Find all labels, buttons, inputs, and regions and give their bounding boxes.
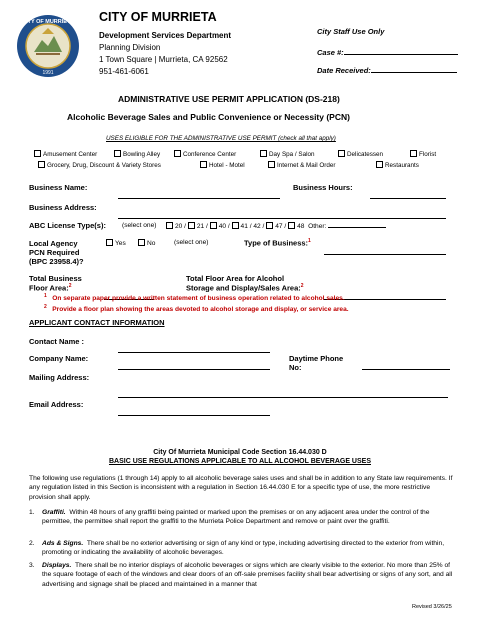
abc-license-label: ABC License Type(s): bbox=[29, 221, 106, 230]
note-1: $^1$ On separate paper provide a written statement of business operation related to alcohol sales. bbox=[44, 293, 345, 303]
svg-text:1991: 1991 bbox=[42, 70, 54, 76]
total-business-label: Total Business bbox=[29, 274, 82, 283]
contact-name-label: Contact Name : bbox=[29, 337, 85, 346]
business-name-label: Business Name: bbox=[29, 183, 88, 192]
revised-date: Revised 3/26/25 bbox=[412, 604, 452, 610]
daytime-phone-label: Daytime Phone bbox=[289, 354, 344, 363]
mailing-address-label: Mailing Address: bbox=[29, 373, 90, 382]
email-address-label: Email Address: bbox=[29, 400, 84, 409]
uses-eligible-header: USES ELIGIBLE FOR THE ADMINISTRATIVE USE PERMIT (check all that apply) bbox=[106, 135, 336, 142]
bpc-label: (BPC 23958.4)? bbox=[29, 257, 84, 266]
city-name: CITY OF MURRIETA bbox=[99, 10, 217, 24]
use-checkbox-bowling-alley[interactable]: Bowling Alley bbox=[114, 150, 160, 158]
company-name-label: Company Name: bbox=[29, 354, 89, 363]
email-address-field[interactable] bbox=[118, 403, 270, 421]
contact-name-field[interactable] bbox=[118, 340, 270, 358]
use-checkbox-hotel-motel[interactable]: Hotel - Motel bbox=[200, 161, 245, 169]
applicant-contact-heading: APPLICANT CONTACT INFORMATION bbox=[29, 318, 165, 327]
type-business-label: Type of Business:$^1$ bbox=[244, 238, 311, 248]
division-name: Planning Division bbox=[99, 43, 161, 52]
pcn-select-one: (select one) bbox=[174, 239, 209, 246]
pcn-required-label: PCN Required bbox=[29, 248, 80, 257]
date-received-label: Date Received: bbox=[317, 66, 457, 75]
use-checkbox-grocery[interactable]: Grocery, Drug, Discount & Variety Stores bbox=[38, 161, 161, 169]
business-address-label: Business Address: bbox=[29, 203, 97, 212]
city-phone: 951-461-6061 bbox=[99, 67, 149, 76]
regulation-item-2: 2. Ads & Signs. There shall be no exterior advertising or sign of any kind or type, including advertising directed to the exterior from within, promoting or indicating the availability of alcoholic beverages. bbox=[29, 540, 445, 557]
mailing-address-field[interactable] bbox=[118, 385, 448, 403]
city-address: 1 Town Square | Murrieta, CA 92562 bbox=[99, 55, 228, 64]
case-number-label: Case #: bbox=[317, 48, 458, 57]
use-checkbox-internet-mail-order[interactable]: Internet & Mail Order bbox=[268, 161, 335, 169]
local-agency-label: Local Agency bbox=[29, 239, 78, 248]
regulation-item-3: 3. Displays. There shall be no interior displays of alcoholic beverages or signs which are clearly visible to the exterior. No more than 25% of the square footage of each of the windows and clear doors of an off-sale premises facility shall bear advertising or signs of any sort, and all advertising and signage shall be placed and maintained in a manner that bbox=[29, 562, 453, 588]
daytime-phone-field[interactable] bbox=[362, 357, 450, 375]
floor-area-label: Floor Area:$^2$ bbox=[29, 283, 72, 293]
form-title: ADMINISTRATIVE USE PERMIT APPLICATION (DS-218) bbox=[118, 94, 340, 104]
code-section-title: City Of Murrieta Municipal Code Section 16.44.030 D bbox=[153, 449, 327, 456]
abc-options-row[interactable]: 20 / 21 / 40 / 41 / 42 / 47 / 48 Other: bbox=[166, 222, 386, 230]
regulation-item-1: 1. Graffiti. Within 48 hours of any graffiti being painted or marked upon the premises or on any adjacent area under the control of the permittee, the permittee shall report the graffiti to the Murrieta Police Department and remove or paint over the graffiti. bbox=[29, 509, 430, 526]
department-name: Development Services Department bbox=[99, 31, 232, 40]
use-checkbox-florist[interactable]: Florist bbox=[410, 150, 436, 158]
business-hours-field[interactable] bbox=[370, 186, 446, 204]
use-checkbox-delicatessen[interactable]: Delicatessen bbox=[338, 150, 383, 158]
business-hours-label: Business Hours: bbox=[293, 183, 353, 192]
use-checkbox-restaurants[interactable]: Restaurants bbox=[376, 161, 419, 169]
svg-text:CITY OF MURRIETA: CITY OF MURRIETA bbox=[22, 19, 74, 25]
pcn-yes-checkbox[interactable]: Yes bbox=[106, 239, 126, 247]
company-name-field[interactable] bbox=[118, 357, 270, 375]
form-subtitle: Alcoholic Beverage Sales and Public Convenience or Necessity (PCN) bbox=[67, 112, 350, 122]
storage-display-label: Storage and Display/Sales Area:$^2$ bbox=[186, 283, 304, 293]
alcohol-area-label: Total Floor Area for Alcohol bbox=[186, 274, 285, 283]
use-checkbox-day-spa[interactable]: Day Spa / Salon bbox=[260, 150, 315, 158]
use-checkbox-amusement-center[interactable]: Amusement Center bbox=[34, 150, 97, 158]
staff-use-title: City Staff Use Only bbox=[317, 27, 385, 36]
use-checkbox-conference-center[interactable]: Conference Center bbox=[174, 150, 236, 158]
city-seal-logo bbox=[16, 14, 80, 78]
daytime-phone-no-label: No: bbox=[289, 363, 302, 372]
code-section-subtitle: BASIC USE REGULATIONS APPLICABLE TO ALL ALCOHOL BEVERAGE USES bbox=[108, 458, 371, 465]
note-2: $^2$ Provide a floor plan showing the areas devoted to alcohol storage and display, or service area. bbox=[44, 304, 349, 314]
business-name-field[interactable] bbox=[118, 186, 280, 204]
abc-select-one: (select one) bbox=[122, 222, 157, 229]
type-business-field[interactable] bbox=[324, 242, 446, 260]
code-intro-paragraph: The following use regulations (1 through 14) apply to all alcoholic beverage sales uses and shall be in addition to any State law requirements. If any regulation listed in this Section is inconsistent with a regulation in Section 16.44.030 E for a specific type of use, the more restrictive provision shall apply. bbox=[29, 475, 453, 501]
pcn-no-checkbox[interactable]: No bbox=[138, 239, 155, 247]
